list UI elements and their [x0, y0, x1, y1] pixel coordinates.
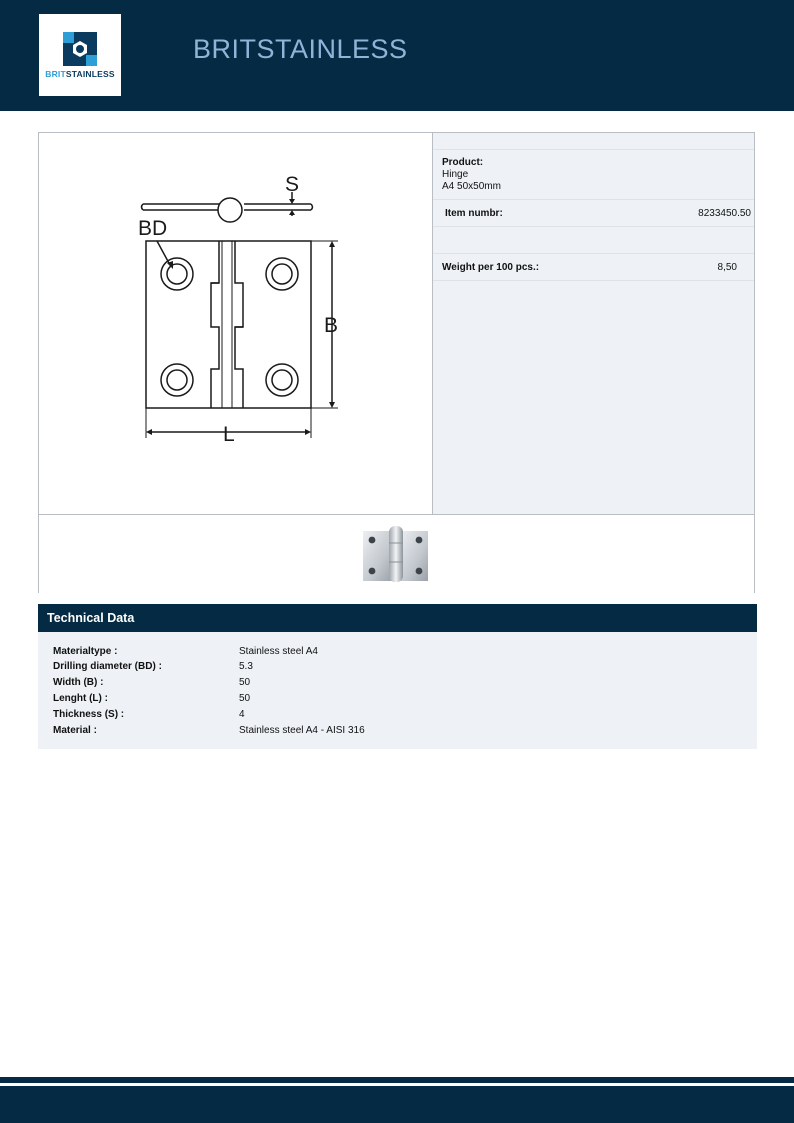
spec-key: Width (B) : — [53, 677, 104, 688]
spec-value: 50 — [239, 677, 251, 688]
row-divider — [433, 226, 754, 227]
product-box — [38, 132, 755, 593]
footer-rule — [0, 1077, 794, 1083]
technical-data-title: Technical Data — [47, 611, 135, 625]
technical-data-header — [38, 604, 757, 632]
top-view-knuckle — [218, 198, 242, 222]
brand-title: BRITSTAINLESS — [193, 34, 408, 64]
spec-key: Materialtype : — [53, 646, 118, 657]
label-b: B — [324, 314, 339, 337]
product-name: Hinge — [442, 169, 469, 180]
logo-mark-icon — [39, 14, 121, 69]
hinge-product-photo — [39, 515, 754, 593]
row-divider — [433, 149, 754, 150]
hinge-technical-drawing — [39, 133, 432, 514]
spec-value: Stainless steel A4 - AISI 316 — [239, 725, 365, 736]
spec-value: 4 — [239, 709, 245, 720]
top-view-right-leaf — [244, 204, 313, 210]
label-bd: BD — [138, 217, 168, 240]
hole-top-right — [266, 258, 298, 290]
top-view-left-leaf — [142, 204, 223, 210]
spec-key: Thickness (S) : — [53, 709, 125, 720]
hole-bottom-right — [266, 364, 298, 396]
item-number-value: 8233450.50 — [698, 208, 751, 219]
company-logo — [39, 14, 121, 96]
spec-value: 50 — [239, 693, 251, 704]
spec-value: Stainless steel A4 — [239, 646, 318, 657]
technical-data-table — [38, 632, 757, 749]
row-divider — [433, 280, 754, 281]
row-divider — [433, 253, 754, 254]
label-l: L — [223, 423, 235, 446]
page-footer — [0, 1086, 794, 1123]
weight-label: Weight per 100 pcs.: — [442, 262, 540, 273]
weight-value: 8,50 — [717, 262, 737, 273]
spec-key: Material : — [53, 725, 97, 736]
item-number-label: Item numbr: — [445, 208, 503, 219]
product-label: Product: — [442, 157, 484, 168]
hole-top-left — [161, 258, 193, 290]
row-divider — [433, 199, 754, 200]
spec-value: 5.3 — [239, 661, 253, 672]
spec-key: Lenght (L) : — [53, 693, 108, 704]
page-header — [0, 0, 794, 111]
product-photo-cell — [39, 514, 754, 593]
product-size: A4 50x50mm — [442, 181, 501, 192]
spec-key: Drilling diameter (BD) : — [53, 661, 162, 672]
label-s: S — [285, 173, 300, 196]
product-info-panel — [433, 133, 754, 514]
logo-wordmark: BRITSTAINLESS — [45, 69, 115, 79]
technical-drawing-cell — [39, 133, 433, 514]
hole-bottom-left — [161, 364, 193, 396]
